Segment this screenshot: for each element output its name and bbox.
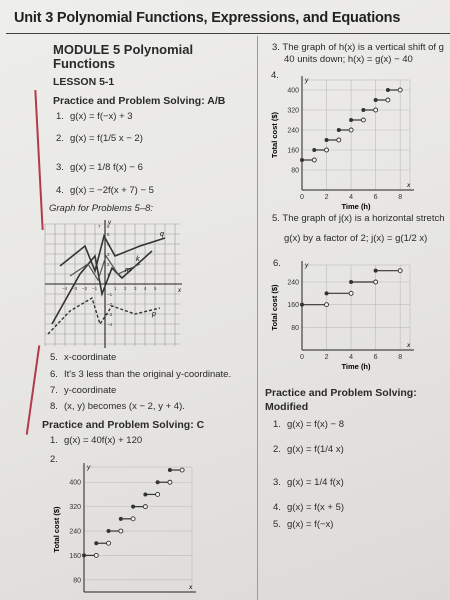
lesson-label: LESSON 5-1 [53,76,115,88]
x-axis-label: Time (h) [341,202,371,211]
item-text: g(x) = 1/8 f(x) − 6 [70,162,143,173]
step-graph-6 [270,255,420,380]
closed-endpoint [361,108,365,112]
x-tick: 1 [114,286,117,291]
y-tick: −4 [107,322,113,327]
closed-endpoint [337,128,341,132]
item4-number: 4. [271,70,279,81]
y-tick: 7 [98,224,101,229]
y-tick-label: 160 [287,302,299,310]
item5-line1: 5. The graph of j(x) is a horizontal stretch [272,213,445,224]
answer-item [56,111,133,122]
label-p: p [152,311,156,318]
answer-item [50,369,231,380]
item-text: g(x) = f(−x) + 3 [70,111,133,122]
item3-line1: 3. The graph of h(x) is a vertical shift of g [272,42,444,53]
y-tick: −3 [107,312,113,317]
y-tick: −2 [107,302,113,307]
y-tick-label: 320 [69,504,81,512]
label-y: y [108,220,111,226]
answer-item [50,435,142,446]
open-endpoint [168,480,172,484]
label-q: q [160,231,164,238]
y-axis-label: Total cost ($) [270,284,279,331]
item-text: g(x) = f(x + 5) [287,502,345,513]
item-number: 1. [56,111,64,122]
y-axis-letter: y [305,77,309,84]
x-tick-label: 6 [373,354,378,361]
graph-caption: Graph for Problems 5–8: [49,203,154,214]
section-ab-heading: Practice and Problem Solving: A/B [53,95,226,107]
item-number: 4. [56,185,64,196]
answer-item [50,385,116,396]
x-tick: −1 [92,286,98,291]
item-number: 4. [273,502,281,513]
y-tick: 5 [107,232,110,237]
open-endpoint [156,492,160,496]
x-tick-label: 4 [349,354,354,361]
y-tick-label: 80 [291,324,299,332]
y-tick-label: 320 [287,107,299,115]
step-graph-c2 [52,455,202,600]
answer-item [50,401,185,412]
open-endpoint [349,291,353,295]
y-tick-label: 160 [69,552,81,560]
y-axis-label: Total cost ($) [52,506,61,553]
x-tick-label: 6 [373,194,378,201]
item-text: g(x) = 40f(x) + 120 [64,435,143,446]
y-tick: 2 [107,262,110,267]
item-text: g(x) = −2f(x + 7) − 5 [70,185,154,196]
item-text: It's 3 less than the original y-coordinate. [64,369,232,380]
closed-endpoint [300,158,304,162]
item-text: y-coordinate [64,385,117,396]
open-endpoint [119,529,123,533]
page-header: Unit 3 Polynomial Functions, Expressions, and Equations [6,6,450,34]
y-tick-label: 240 [287,279,299,287]
open-endpoint [325,303,329,307]
closed-endpoint [325,138,329,142]
plot-frame [302,80,410,190]
section-modified-heading-2: Modified [265,401,309,413]
module-title-line2: Functions [53,56,116,71]
plot-frame [302,265,410,350]
item5-line2: g(x) by a factor of 2; j(x) = g(1/2 x) [284,233,428,244]
item-text: g(x) = f(1/4 x) [287,444,344,455]
x-axis-letter: x [189,584,193,591]
y-tick: 4 [107,242,110,247]
x-tick: 4 [144,286,147,291]
item-number: 3. [273,477,281,488]
closed-endpoint [168,468,172,472]
y-axis-label: Total cost ($) [270,111,279,159]
transformation-graph [40,216,190,351]
closed-endpoint [374,269,378,273]
open-endpoint [398,269,402,273]
item3-line2: 40 units down; h(x) = g(x) − 40 [284,54,413,65]
closed-endpoint [349,118,353,122]
label-m: m [125,267,131,274]
open-endpoint [107,541,111,545]
item-number-c2: 2. [50,454,58,465]
x-tick: 3 [134,286,137,291]
y-tick-label: 160 [287,147,299,155]
answer-item [273,502,344,513]
closed-endpoint [349,280,353,284]
x-tick: −3 [72,286,78,291]
closed-endpoint [386,88,390,92]
x-axis-label: Time (h) [341,362,371,371]
item-text: g(x) = f(x) − 8 [287,419,345,430]
open-endpoint [131,517,135,521]
open-endpoint [361,118,365,122]
item-text: g(x) = f(−x) [287,519,334,530]
y-axis-letter: y [305,262,309,269]
closed-endpoint [300,303,304,307]
section-c-heading: Practice and Problem Solving: C [42,419,205,431]
item-text: (x, y) becomes (x − 2, y + 4). [64,401,185,412]
item-text: g(x) = f(1/5 x − 2) [70,133,143,144]
x-tick-label: 2 [324,194,329,201]
closed-endpoint [107,529,111,533]
answer-item [273,519,333,530]
y-tick-label: 240 [287,127,299,135]
x-tick-labels [62,286,157,291]
item-number: 2. [56,133,64,144]
closed-endpoint [119,517,123,521]
open-endpoint [312,158,316,162]
answer-item [273,419,344,430]
x-axis-letter: x [407,342,411,349]
x-tick: 5 [154,286,157,291]
open-endpoint [349,128,353,132]
red-margin-mark [34,90,43,230]
column-divider [257,36,258,600]
x-tick-label: 2 [324,354,329,361]
label-x: x [178,288,181,294]
item6-number: 6. [273,258,281,269]
y-tick: 1 [107,272,110,277]
item-number: 8. [50,401,58,412]
item-number: 7. [50,385,58,396]
x-tick: 2 [124,286,127,291]
x-tick-label: 4 [349,194,354,201]
y-tick: 6 [107,224,110,229]
closed-endpoint [94,541,98,545]
closed-endpoint [156,480,160,484]
item-number: 1. [50,435,58,446]
plot-frame [84,467,192,592]
x-tick-label: 8 [398,354,403,361]
y-tick-label: 80 [73,577,81,585]
open-endpoint [180,468,184,472]
item-number: 1. [273,419,281,430]
x-tick-label: 0 [300,194,304,201]
closed-endpoint [131,505,135,509]
open-endpoint [325,148,329,152]
x-tick: −2 [82,286,88,291]
answer-item [56,133,143,144]
closed-endpoint [143,492,147,496]
open-endpoint [386,98,390,102]
x-axis-letter: x [407,182,411,189]
red-margin-mark-2 [26,345,41,434]
open-endpoint [374,108,378,112]
x-tick-label: 8 [398,194,403,201]
item-number: 5. [273,519,281,530]
closed-endpoint [312,148,316,152]
answer-item [56,185,154,196]
open-endpoint [94,553,98,557]
open-endpoint [374,280,378,284]
y-tick-label: 400 [287,87,299,95]
item-number: 6. [50,369,58,380]
closed-endpoint [374,98,378,102]
y-tick-label: 400 [69,479,81,487]
closed-endpoint [325,291,329,295]
step-graph-4 [270,70,420,212]
item-text: x-coordinate [64,352,117,363]
module-title: MODULE 5 Polynomial [53,42,194,57]
open-endpoint [143,505,147,509]
item-number: 5. [50,352,58,363]
y-tick-label: 240 [69,528,81,536]
item-number: 3. [56,162,64,173]
open-endpoint [337,138,341,142]
y-tick: −1 [107,292,113,297]
answer-item [273,444,344,455]
x-tick-label: 0 [300,354,304,361]
item-text: g(x) = 1/4 f(x) [287,477,344,488]
answer-item [273,477,344,488]
y-tick-label: 80 [291,167,299,175]
grid [45,224,180,346]
answer-item [56,162,143,173]
x-tick: −4 [62,286,68,291]
item-number: 2. [273,444,281,455]
y-axis-letter: y [87,464,91,471]
y-tick: 3 [107,252,110,257]
open-endpoint [398,88,402,92]
answer-item [50,352,116,363]
label-k: k [136,256,140,263]
section-modified-heading: Practice and Problem Solving: [265,387,417,399]
closed-endpoint [82,553,86,557]
